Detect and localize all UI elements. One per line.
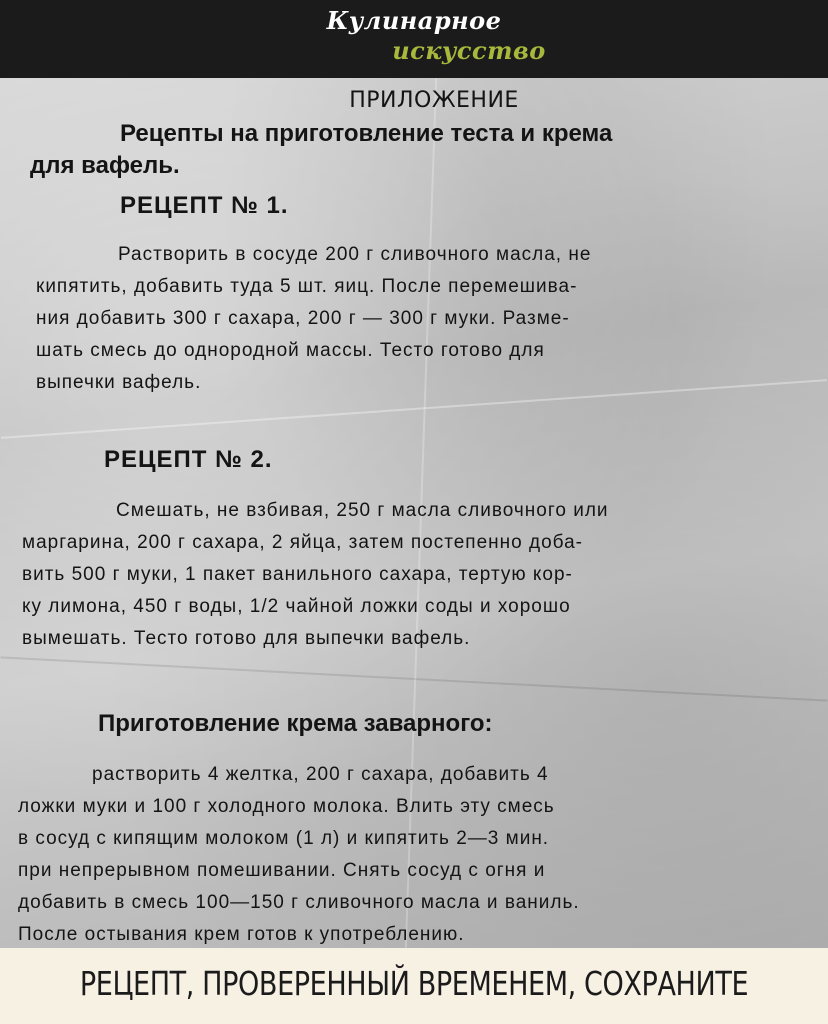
recipe1-line: кипятить, добавить туда 5 шт. яиц. После перемешива- [36,276,578,297]
cream-line: в сосуд с кипящим молоком (1 л) и кипятить 2—3 мин. [18,828,550,849]
recipe2-line: маргарина, 200 г сахара, 2 яйца, затем постепенно доба- [22,532,583,553]
recipe2-line: ку лимона, 450 г воды, 1/2 чайной ложки соды и хорошо [22,596,571,617]
recipe2-line: вымешать. Тесто готово для выпечки вафель. [22,628,471,649]
cream-line: После остывания крем готов к употреблению. [18,924,465,945]
main-title-line2: для вафель. [30,152,180,179]
recipe1-line: ния добавить 300 г сахара, 200 г — 300 г муки. Разме- [36,308,570,329]
recipe1-heading: РЕЦЕПТ № 1. [120,192,289,219]
recipe1-line: Растворить в сосуде 200 г сливочного масла, не [118,244,592,265]
cream-line: при непрерывном помешивании. Снять сосуд с огня и [18,860,546,881]
footer-caption: РЕЦЕПТ, ПРОВЕРЕННЫЙ ВРЕМЕНЕМ, СОХРАНИТЕ [79,964,749,1003]
recipe2-line: Смешать, не взбивая, 250 г масла сливочного или [116,500,609,521]
cream-line: добавить в смесь 100—150 г сливочного масла и ваниль. [18,892,580,913]
recipe2-heading: РЕЦЕПТ № 2. [104,446,273,473]
cream-line: ложки муки и 100 г холодного молока. Влить эту смесь [18,796,555,817]
recipe1-line: выпечки вафель. [36,372,202,393]
cream-heading: Приготовление крема заварного: [98,710,493,737]
main-title-line1: Рецепты на приготовление теста и крема [120,120,613,147]
brand-logo-line2: искусство [392,36,546,65]
brand-logo-line1: Кулинарное [326,6,502,35]
recipe1-line: шать смесь до однородной массы. Тесто готово для [36,340,545,361]
recipe2-line: вить 500 г муки, 1 пакет ванильного сахара, тертую кор- [22,564,573,585]
appendix-title: ПРИЛОЖЕНИЕ [349,88,519,113]
caption-footer [0,948,828,1024]
scanned-document [0,78,828,948]
brand-header [0,0,828,78]
cream-line: растворить 4 желтка, 200 г сахара, добавить 4 [92,764,549,785]
